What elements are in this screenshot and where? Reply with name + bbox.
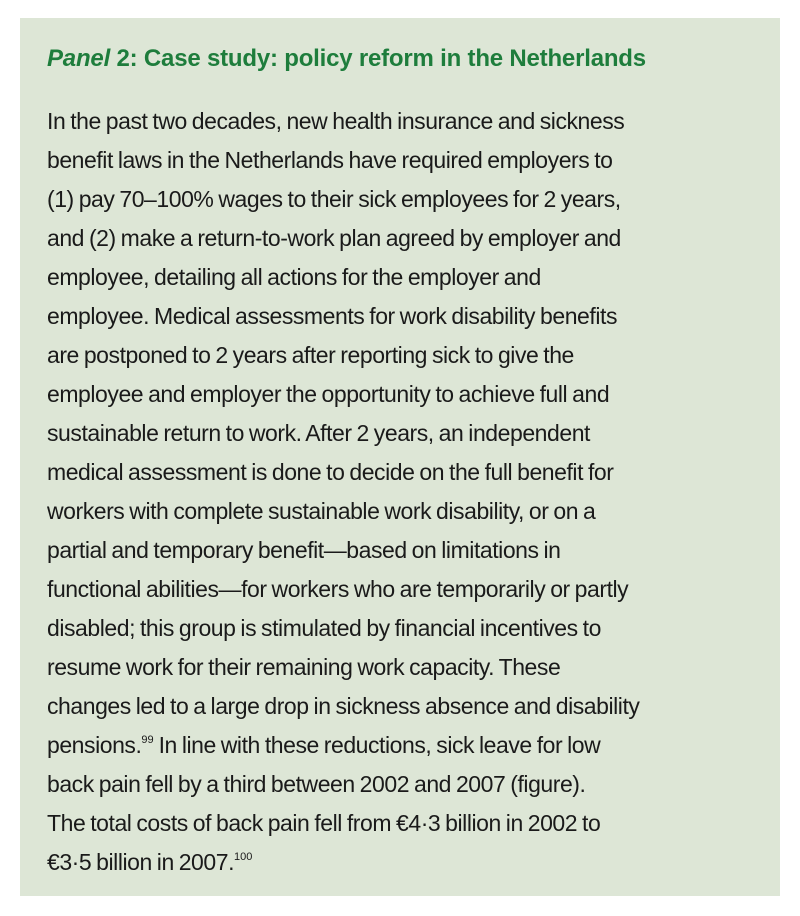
body-line: partial and temporary benefit—based on limitations in xyxy=(47,537,561,563)
body-line: disabled; this group is stimulated by financial incentives to xyxy=(47,615,601,641)
reference-superscript: 100 xyxy=(234,851,253,863)
body-text-segment: pensions. xyxy=(47,732,142,758)
panel-heading: 2: Case study: policy reform in the Netherlands xyxy=(110,45,646,72)
body-text-segment: €3·5 billion in 2007. xyxy=(47,849,235,875)
body-line: employee and employer the opportunity to achieve full and xyxy=(47,381,610,407)
case-study-panel xyxy=(20,18,780,896)
body-line: sustainable return to work. After 2 years, an independent xyxy=(47,420,590,446)
body-line: are postponed to 2 years after reporting sick to give the xyxy=(47,342,574,368)
body-line: functional abilities—for workers who are temporarily or partly xyxy=(47,576,629,602)
panel-title xyxy=(47,44,756,74)
body-line: medical assessment is done to decide on the full benefit for xyxy=(47,459,614,485)
panel-body xyxy=(47,102,756,882)
body-line: employee, detailing all actions for the employer and xyxy=(47,264,541,290)
body-line xyxy=(47,726,756,765)
body-line: (1) pay 70–100% wages to their sick employees for 2 years, xyxy=(47,186,621,212)
panel-label: Panel xyxy=(47,45,111,72)
body-line: workers with complete sustainable work disability, or on a xyxy=(47,498,596,524)
body-line: In the past two decades, new health insurance and sickness xyxy=(47,108,625,134)
body-line: The total costs of back pain fell from €4·3 billion in 2002 to xyxy=(47,810,601,836)
body-line: changes led to a large drop in sickness absence and disability xyxy=(47,693,640,719)
body-text-segment: In line with these reductions, sick leave for low xyxy=(153,732,601,758)
body-line: employee. Medical assessments for work disability benefits xyxy=(47,303,617,329)
body-line xyxy=(47,843,756,882)
body-line: and (2) make a return-to-work plan agreed by employer and xyxy=(47,225,621,251)
body-line: back pain fell by a third between 2002 and 2007 (figure). xyxy=(47,771,586,797)
body-line: benefit laws in the Netherlands have required employers to xyxy=(47,147,613,173)
reference-superscript: 99 xyxy=(141,734,154,746)
body-line: resume work for their remaining work capacity. These xyxy=(47,654,561,680)
